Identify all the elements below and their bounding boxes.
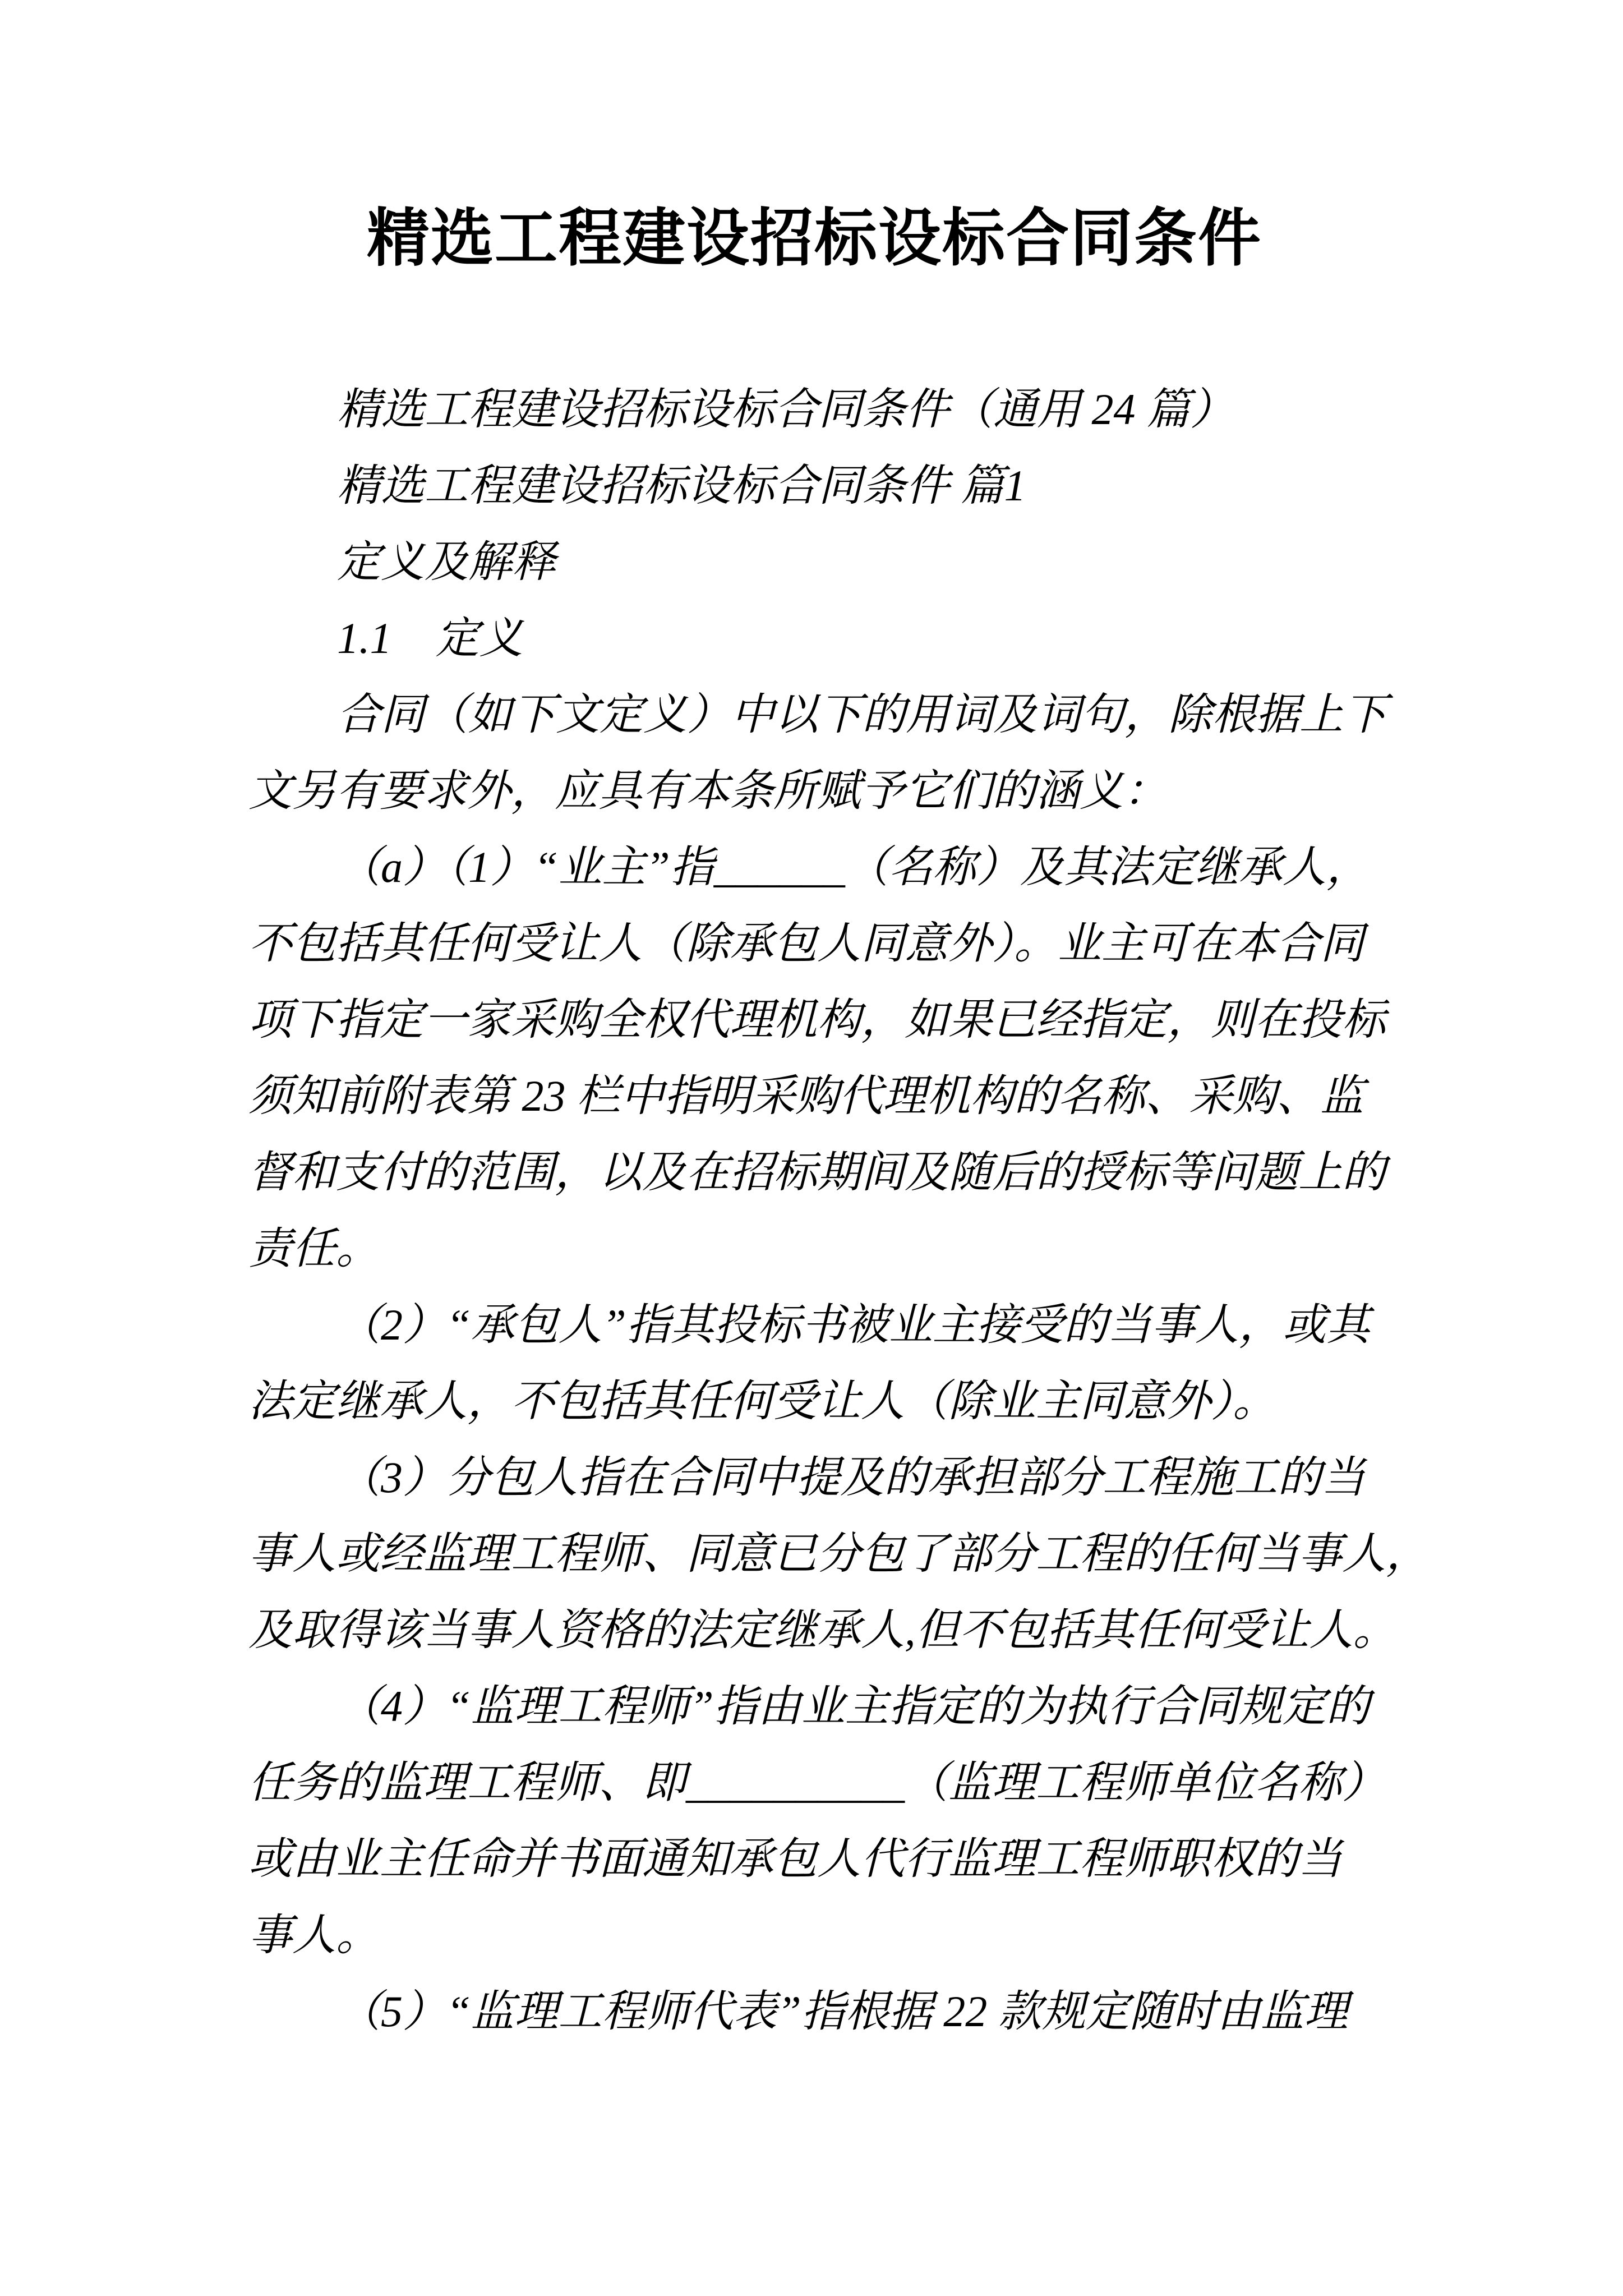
text-line: （5）“监理工程师代表”指根据 22 款规定随时由监理 <box>337 1987 1348 2036</box>
text-line: （4）“监理工程师”指由业主指定的为执行合同规定的 <box>337 1682 1370 1731</box>
text-line: 精选工程建设招标设标合同条件 篇1 <box>337 461 1026 510</box>
text-line: （2）“承包人”指其投标书被业主接受的当事人，或其 <box>337 1300 1370 1349</box>
text-line: 合同（如下文定义）中以下的用词及词句，除根据上下 <box>337 690 1387 739</box>
text-line: 督和支付的范围，以及在招标期间及随后的授标等问题上的 <box>248 1148 1386 1197</box>
text-line: 文另有要求外，应具有本条所赋予它们的涵义： <box>248 766 1168 815</box>
text-line: 精选工程建设招标设标合同条件（通用 24 篇） <box>337 385 1234 434</box>
text-line: 法定继承人，不包括其任何受让人（除业主同意外）。 <box>248 1377 1277 1425</box>
text-line: 项下指定一家采购全权代理机构，如果已经指定，则在投标 <box>248 995 1386 1044</box>
text-line: 1.1 定义 <box>337 614 523 662</box>
text-line: 定义及解释 <box>337 537 556 586</box>
text-line: 须知前附表第 23 栏中指明采购代理机构的名称、采购、监 <box>248 1071 1364 1120</box>
text-line: 事人或经监理工程师、同意已分包了部分工程的任何当事人， <box>248 1529 1430 1578</box>
document-title: 精选工程建设招标设标合同条件 <box>367 203 1262 273</box>
text-line: 或由业主任命并书面通知承包人代行监理工程师职权的当 <box>248 1834 1343 1883</box>
document-body <box>248 371 1623 2050</box>
text-line: 及取得该当事人资格的法定继承人,但不包括其任何受让人。 <box>248 1605 1397 1654</box>
text-line: （a）（1）“业主”指______（名称）及其法定继承人， <box>337 843 1370 891</box>
text-line: 责任。 <box>248 1224 380 1273</box>
text-line: 任务的监理工程师、即__________（监理工程师单位名称） <box>248 1758 1386 1807</box>
text-line: 事人。 <box>248 1911 380 1959</box>
text-line: 不包括其任何受让人（除承包人同意外）。业主可在本合同 <box>248 919 1364 968</box>
text-line: （3）分包人指在合同中提及的承担部分工程施工的当 <box>337 1453 1366 1502</box>
